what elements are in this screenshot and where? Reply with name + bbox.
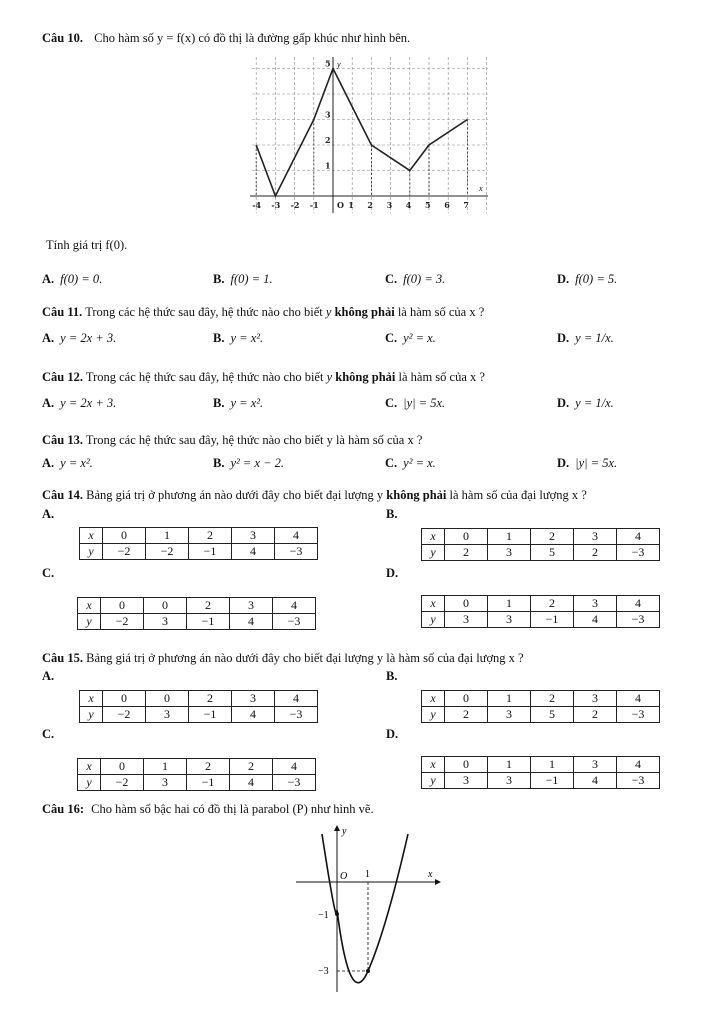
q12-option-c[interactable]: C. |y| = 5x. — [385, 396, 446, 410]
q11-stem: Câu 11. Trong các hệ thức sau đây, hệ thức nào cho biết y không phải là hàm số của x ? — [42, 305, 485, 319]
q14-stem: Câu 14. Bảng giá trị ở phương án nào dưới đây cho biết đại lượng y không phải là hàm số của đại lượng x ? — [42, 488, 587, 502]
q10-x-tick: -1 — [309, 200, 319, 210]
q10-stem — [42, 31, 410, 46]
q15-label-c[interactable]: C. — [42, 727, 55, 741]
q10-x-tick: 1 — [348, 200, 354, 210]
q11-option-c[interactable]: C. y² = x. — [385, 331, 436, 345]
q16-label-1: 1 — [365, 869, 370, 880]
q16-point-vertex — [366, 969, 370, 973]
q14-table-b: x 0 1 2 3 4 y 2 3 5 2 −3 — [421, 528, 660, 561]
q10-graph — [250, 55, 490, 215]
q16-parabola — [322, 834, 408, 983]
q16-label-m3: −3 — [318, 966, 329, 977]
q11-option-b[interactable]: B. y = x². — [213, 331, 264, 345]
q10-x-tick: 5 — [425, 200, 431, 210]
q14-label-a[interactable]: A. — [42, 507, 55, 521]
q16-label-y: y — [342, 826, 347, 837]
q15-stem: Câu 15. Bảng giá trị ở phương án nào dưới đây cho biết đại lượng y là hàm số của đại lượng x ? — [42, 651, 524, 665]
q10-y-tick: 3 — [325, 109, 331, 120]
q12-option-d[interactable]: D. y = 1/x. — [557, 396, 614, 410]
q10-x-tick: -3 — [271, 200, 281, 210]
q10-option-c[interactable]: C. f(0) = 3. — [385, 272, 446, 286]
q10-label: Câu 10. — [42, 31, 83, 45]
q10-y-tick: 1 — [325, 160, 331, 171]
q15-label-b[interactable]: B. — [386, 669, 398, 683]
q11-option-a[interactable]: A. y = 2x + 3. — [42, 331, 117, 345]
q15-table-b: x 0 1 2 3 4 y 2 3 5 2 −3 — [421, 690, 660, 723]
q15-table-d: x 0 1 1 3 4 y 3 3 −1 4 −3 — [421, 756, 660, 789]
q16-label-x: x — [428, 869, 433, 880]
q16-label-o: O — [340, 871, 348, 882]
q10-x-tick: 3 — [386, 200, 393, 210]
q10-x-tick: -4 — [252, 200, 262, 210]
q10-y-label: y — [337, 60, 341, 69]
q14-table-d: x 0 1 2 3 4 y 3 3 −1 4 −3 — [421, 595, 660, 628]
q15-table-c: x 0 1 2 2 4 y −2 3 −1 4 −3 — [77, 758, 316, 791]
q12-option-a[interactable]: A. y = 2x + 3. — [42, 396, 117, 410]
q15-label-a[interactable]: A. — [42, 669, 55, 683]
q13-option-a[interactable]: A. y = x². — [42, 456, 93, 470]
q15-label-d[interactable]: D. — [386, 727, 399, 741]
q12-option-b[interactable]: B. y = x². — [213, 396, 264, 410]
q13-option-c[interactable]: C. y² = x. — [385, 456, 436, 470]
q10-text: Cho hàm số y = f(x) có đồ thị là đường gấp khúc như hình bên. — [94, 31, 411, 45]
q10-option-b[interactable]: B. f(0) = 1. — [213, 272, 273, 286]
q10-x-tick: 4 — [405, 200, 412, 210]
q16-stem: Câu 16: Cho hàm số bậc hai có đồ thị là parabol (P) như hình vẽ. — [42, 802, 374, 816]
q13-option-b[interactable]: B. y² = x − 2. — [213, 456, 285, 470]
q14-table-a: x 0 1 2 3 4 y −2 −2 −1 4 −3 — [79, 527, 318, 560]
q10-x-tick: -2 — [290, 200, 300, 210]
q10-x-tick: O — [337, 200, 344, 210]
q10-x-tick: 2 — [367, 200, 373, 210]
q16-label-m1: −1 — [318, 910, 329, 921]
q10-x-tick: 7 — [463, 200, 469, 210]
q14-label-b[interactable]: B. — [386, 507, 398, 521]
q13-stem: Câu 13. Trong các hệ thức sau đây, hệ thức nào cho biết y là hàm số của x ? — [42, 433, 423, 447]
q16-point-intercept — [335, 912, 339, 916]
q11-option-d[interactable]: D. y = 1/x. — [557, 331, 614, 345]
q15-table-a: x 0 0 2 3 4 y −2 3 −1 4 −3 — [79, 690, 318, 723]
q13-option-d[interactable]: D. |y| = 5x. — [557, 456, 618, 470]
q12-stem: Câu 12. Trong các hệ thức sau đây, hệ thức nào cho biết y không phải là hàm số của x ? — [42, 370, 485, 384]
q10-option-d[interactable]: D. f(0) = 5. — [557, 272, 618, 286]
q10-option-a[interactable]: A. f(0) = 0. — [42, 272, 103, 286]
q14-label-c[interactable]: C. — [42, 566, 55, 580]
q10-x-label: x — [479, 184, 483, 193]
q10-ask: Tính giá trị f(0). — [46, 238, 128, 252]
q14-label-d[interactable]: D. — [386, 566, 399, 580]
q10-y-tick: 5 — [325, 58, 331, 69]
q10-y-tick: 2 — [325, 135, 331, 145]
q10-x-tick: 6 — [444, 200, 450, 210]
q10-polyline — [256, 69, 467, 197]
q16-parabol-graph — [290, 822, 450, 997]
q14-table-c: x 0 0 2 3 4 y −2 3 −1 4 −3 — [77, 597, 316, 630]
